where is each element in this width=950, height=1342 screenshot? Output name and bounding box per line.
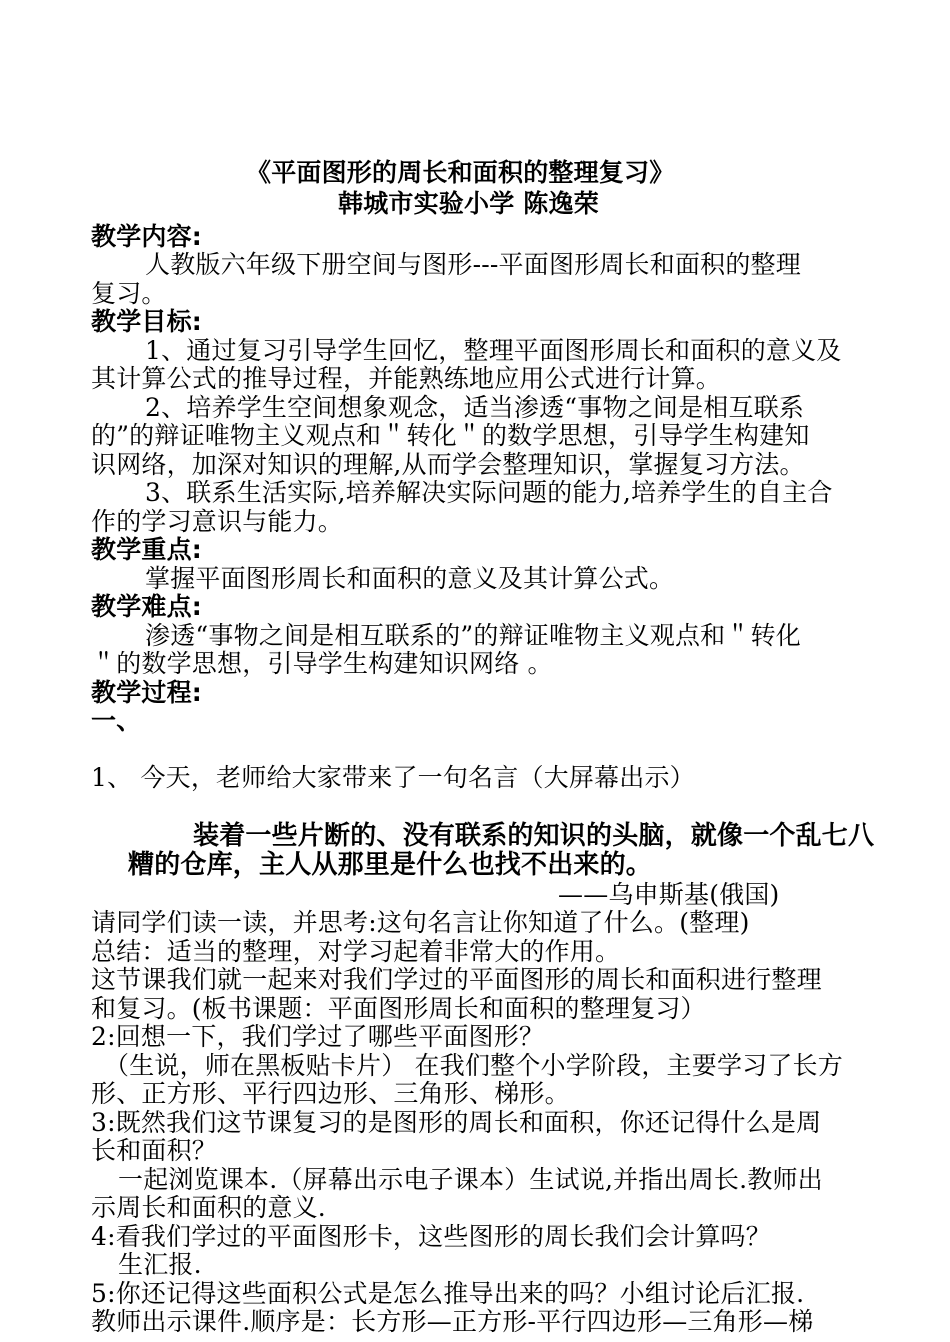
process-line: 这节课我们就一起来对我们学过的平面图形的周长和面积进行整理 <box>91 965 822 994</box>
goals-line: 识网络，加深对知识的理解,从而学会整理知识，掌握复习方法。 <box>91 450 805 479</box>
heading-key: 教学重点: <box>91 535 202 564</box>
process-line: 请同学们读一读，并思考:这句名言让你知道了什么。(整理) <box>91 908 750 937</box>
heading-process: 教学过程: <box>91 678 202 707</box>
content-line: 复习。 <box>91 279 167 308</box>
goals-line: 1、通过复习引导学生回忆，整理平面图形周长和面积的意义及 <box>145 336 842 365</box>
process-line: 总结：适当的整理，对学习起着非常大的作用。 <box>91 937 621 966</box>
goals-line: 2、培养学生空间想象观念，适当渗透“事物之间是相互联系 <box>145 393 805 422</box>
process-line: 2:回想一下，我们学过了哪些平面图形？ <box>91 1022 545 1051</box>
key-line: 掌握平面图形周长和面积的意义及其计算公式。 <box>145 564 675 593</box>
process-line: 5:你还记得这些面积公式是怎么推导出来的吗？小组讨论后汇报. <box>91 1279 805 1308</box>
difficult-line: ＂的数学思想，引导学生构建知识网络 。 <box>91 649 553 678</box>
heading-difficult: 教学难点: <box>91 592 202 621</box>
process-step-one: 1、 今天，老师给大家带来了一句名言（大屏幕出示） <box>91 763 695 792</box>
process-line: 4:看我们学过的平面图形卡，这些图形的周长我们会计算吗？ <box>91 1222 771 1251</box>
quote-author: ——乌申斯基(俄国) <box>558 880 780 909</box>
process-line: 形、正方形、平行四边形、三角形、梯形。 <box>91 1079 570 1108</box>
document-author: 韩城市实验小学 陈逸荣 <box>338 189 599 218</box>
process-line: 一起浏览课本.（屏幕出示电子课本）生试说,并指出周长.教师出 <box>118 1165 823 1194</box>
process-line: （生说，师在黑板贴卡片） 在我们整个小学阶段，主要学习了长方 <box>104 1051 843 1080</box>
goals-line: 3、联系生活实际,培养解决实际问题的能力,培养学生的自主合 <box>145 478 833 507</box>
heading-content: 教学内容: <box>91 222 202 251</box>
quote-line: 糟的仓库，主人从那里是什么也找不出来的。 <box>128 850 653 880</box>
goals-line: 其计算公式的推导过程，并能熟练地应用公式进行计算。 <box>91 364 722 393</box>
process-line: 3:既然我们这节课复习的是图形的周长和面积，你还记得什么是周 <box>91 1108 822 1137</box>
process-line: 长和面积？ <box>91 1136 218 1165</box>
difficult-line: 渗透“事物之间是相互联系的”的辩证唯物主义观点和＂转化 <box>145 621 801 650</box>
process-line: 生汇报. <box>118 1250 202 1279</box>
quote-line: 装着一些片断的、没有联系的知识的头脑，就像一个乱七八 <box>193 821 875 851</box>
process-line: 和复习。(板书课题：平面图形周长和面积的整理复习） <box>91 994 706 1023</box>
goals-line: 的”的辩证唯物主义观点和＂转化＂的数学思想，引导学生构建知 <box>91 421 810 450</box>
process-part-one: 一、 <box>91 706 142 735</box>
heading-goals: 教学目标: <box>91 307 202 336</box>
document-title: 《平面图形的周长和面积的整理复习》 <box>246 158 675 187</box>
process-line: 教师出示课件.顺序是：长方形—正方形-平行四边形—三角形—梯 <box>91 1307 814 1336</box>
process-line: 示周长和面积的意义. <box>91 1193 326 1222</box>
goals-line: 作的学习意识与能力。 <box>91 507 344 536</box>
content-line: 人教版六年级下册空间与图形---平面图形周长和面积的整理 <box>145 250 801 279</box>
